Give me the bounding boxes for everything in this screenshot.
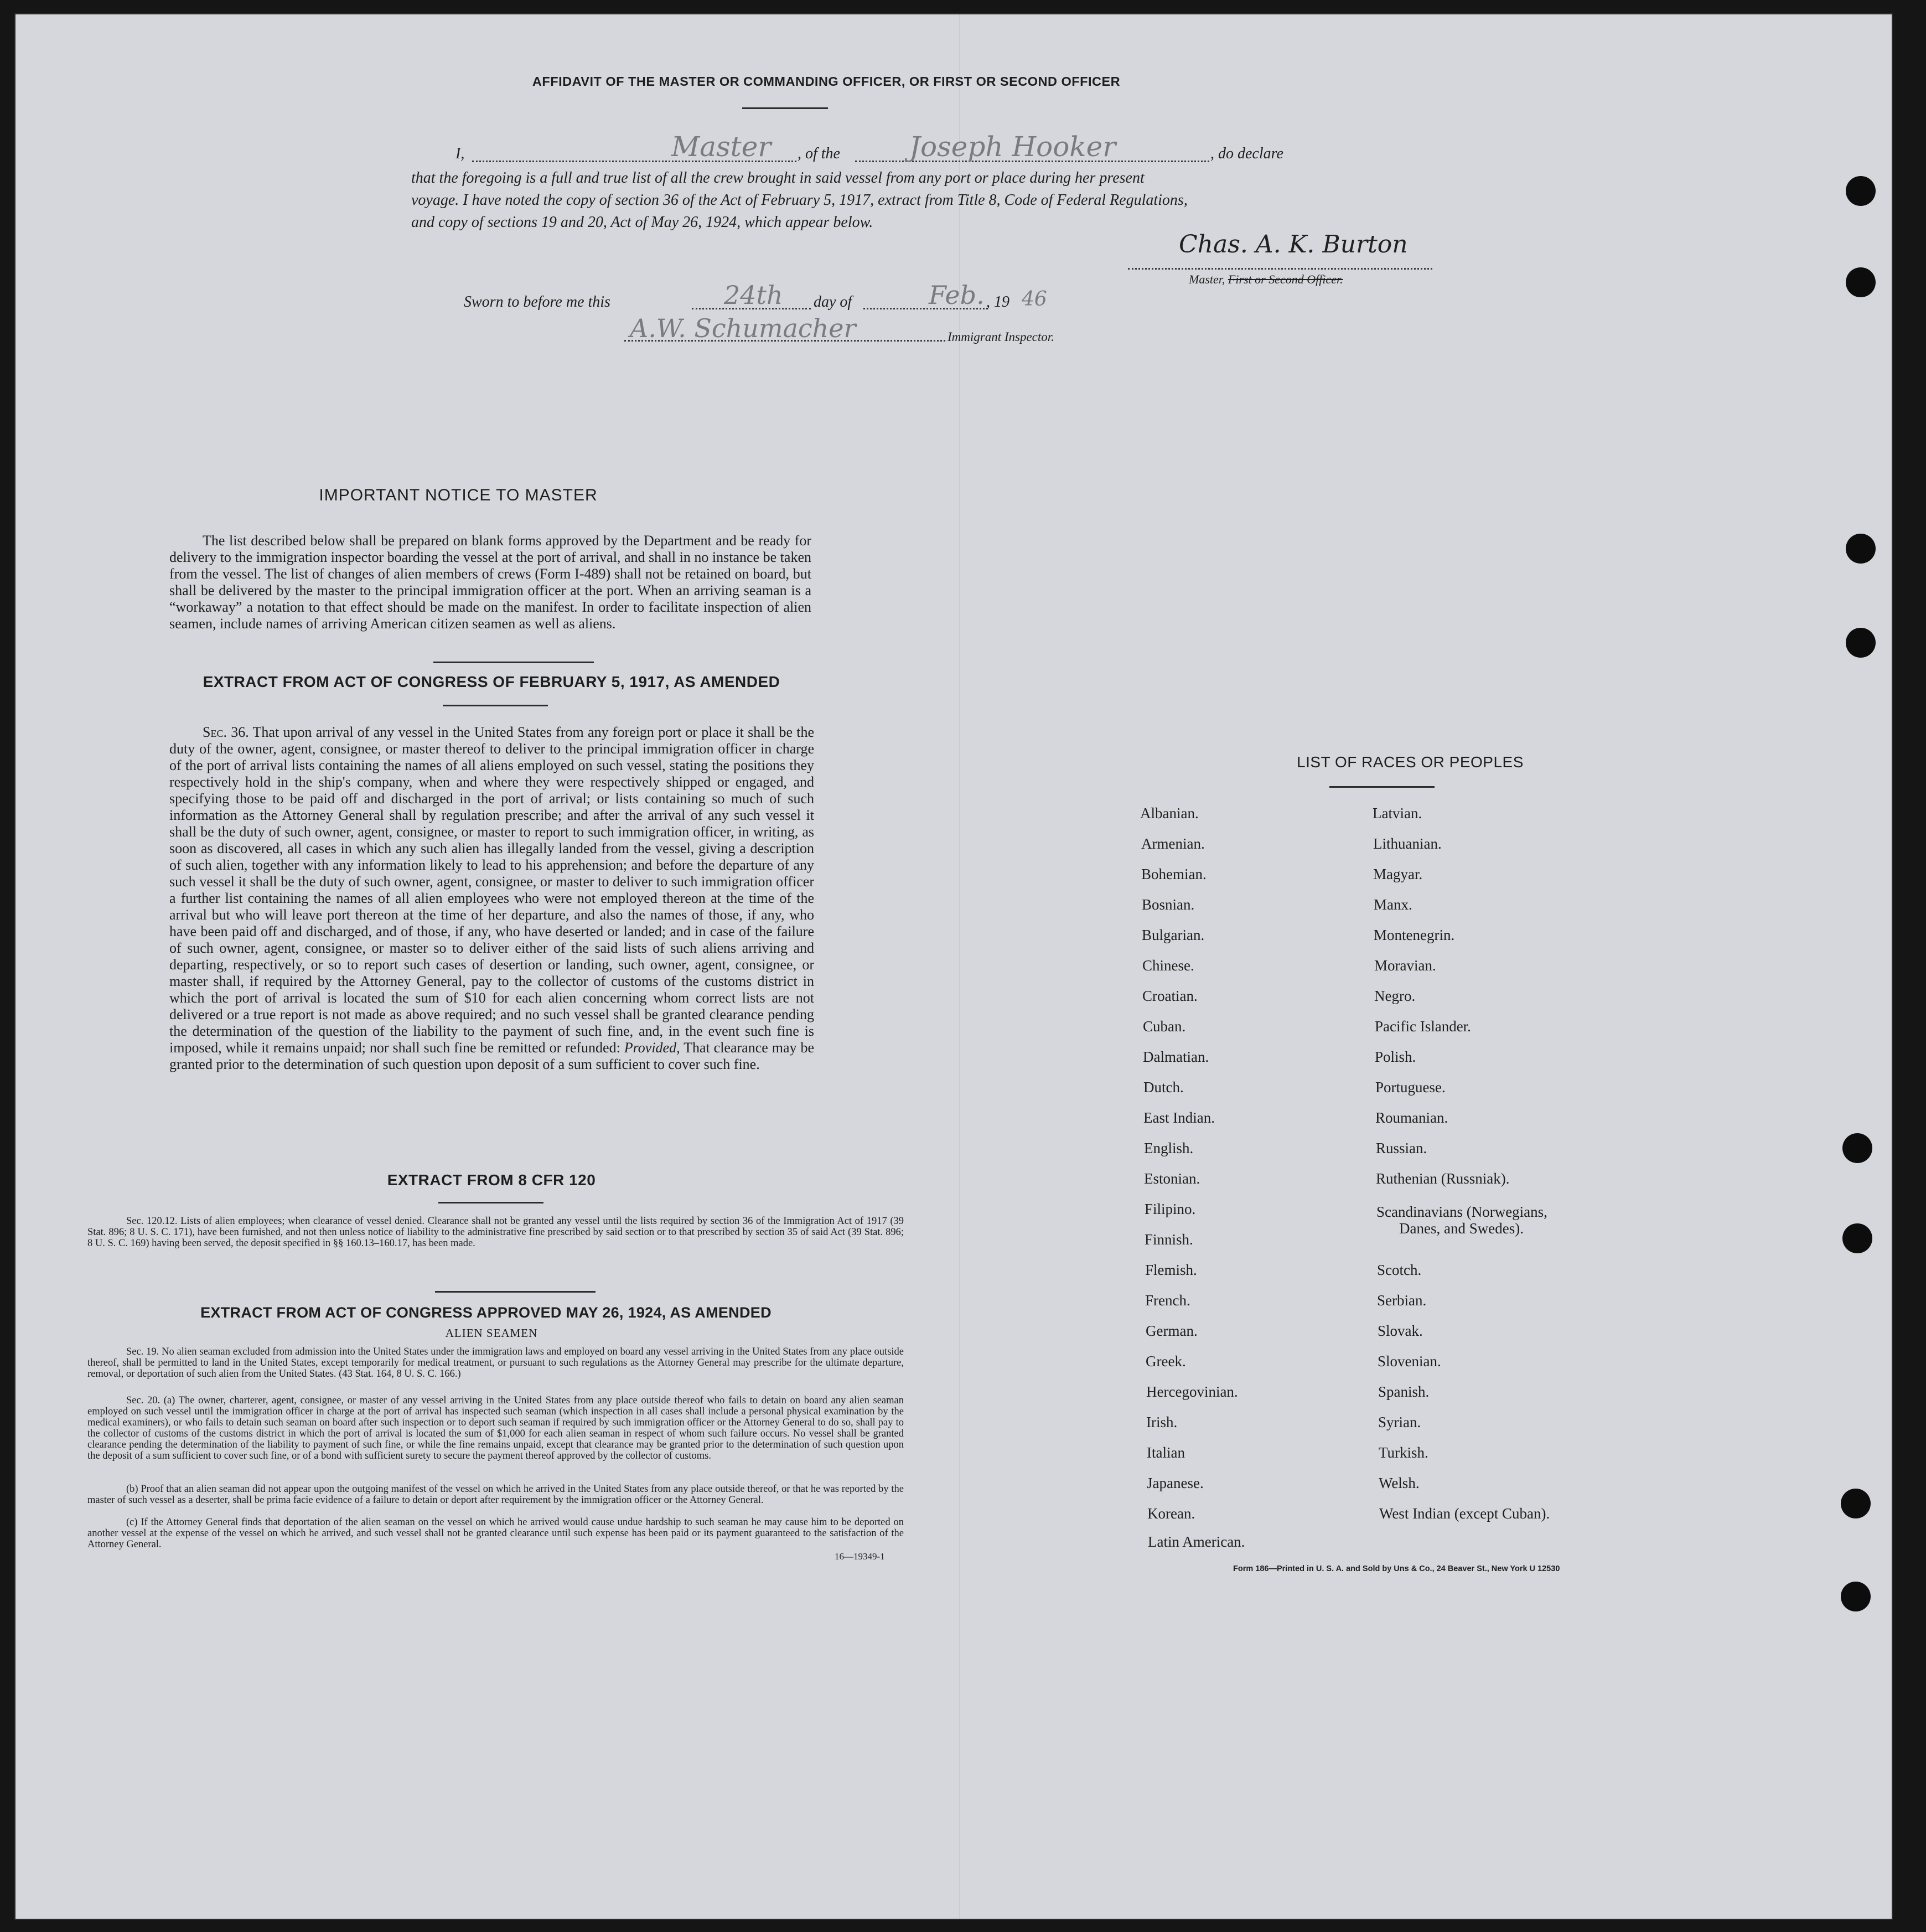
sworn-prefix: Sworn to before me this bbox=[464, 293, 610, 311]
extract-1924-subtitle: ALIEN SEAMEN bbox=[445, 1326, 538, 1340]
sec36-text-end: That clearance may be granted prior to the determination of such question upon deposit of a sum sufficient to cover such fine. bbox=[169, 1040, 814, 1072]
vessel-prefix: , of the bbox=[798, 145, 840, 162]
race-item: Armenian. bbox=[1141, 835, 1205, 852]
extract-1917-title: EXTRACT FROM ACT OF CONGRESS OF FEBRUARY 5, 1917, AS AMENDED bbox=[203, 673, 780, 690]
declaration-line: voyage. I have noted the copy of section 36 of the Act of February 5, 1917, extract from Title 8, Code of Federal Regulations, bbox=[411, 192, 1188, 209]
race-item: Flemish. bbox=[1145, 1262, 1197, 1278]
affidavit-declaration bbox=[411, 131, 1474, 234]
binder-hole bbox=[1846, 628, 1876, 658]
caption-master: Master, bbox=[1189, 272, 1225, 286]
race-item: Magyar. bbox=[1373, 866, 1423, 882]
race-item: Slovenian. bbox=[1378, 1353, 1441, 1370]
race-item: Slovak. bbox=[1378, 1323, 1423, 1339]
sworn-year: 46 bbox=[1022, 288, 1047, 311]
race-item: Bulgarian. bbox=[1142, 927, 1205, 943]
race-item: Scandinavians (Norwegians, bbox=[1376, 1203, 1547, 1220]
race-item: Bosnian. bbox=[1142, 896, 1195, 913]
extract-1917-body bbox=[169, 724, 814, 1073]
race-item: Lithuanian. bbox=[1373, 835, 1442, 852]
section-rule bbox=[433, 662, 594, 663]
declarant-name: Master bbox=[671, 131, 772, 163]
race-item: Korean. bbox=[1147, 1505, 1195, 1522]
extract-1924-title: EXTRACT FROM ACT OF CONGRESS APPROVED MAY 26, 1924, AS AMENDED bbox=[200, 1304, 772, 1321]
notice-body: The list described below shall be prepared on blank forms approved by the Department and be ready for delivery to the immigration inspector boarding the vessel at the port of arrival, and shall in no instance be taken from the vessel. The list of changes of alien members of crews (Form I-489) shall not be retained on board, but shall be delivered by the master to the principal immigration officer at the port. When an arriving seaman is a “workaway” a notation to that effect should be made on the manifest. In order to facilitate inspection of alien seamen, include names of arriving American citizen seamen as well as aliens. bbox=[169, 533, 811, 632]
inspector-caption: Immigrant Inspector. bbox=[948, 330, 1054, 344]
sec36-text: That upon arrival of any vessel in the United States from any foreign port or place it shall be the duty of the owner, agent, consignee, or master thereof to deliver to the principal immigration officer in charge of the port of arrival lists containing the names of all aliens employed on such vessel, stating the positions they respectively hold in the ship's company, when and where they were respectively shipped or engaged, and specifying those to be paid off and discharged in the port of arrival; or lists containing so much of such information as the Attorney General shall by regulation prescribe; and after the arrival of any such vessel it shall be the duty of such owner, agent, consignee, or master to report to such immigration officer, in writing, as soon as discovered, all cases in which any such alien has illegally landed from the vessel, giving a description of such alien, together with any information likely to lead to his apprehension; and before the departure of any such vessel it shall be the duty of such owner, agent, consignee, or master to deliver to such immigration officer a further list containing the names of all alien employees who were not employed thereon at the time of the arrival but who will leave port thereon at the time of her departure, and also the names of those, if any, who have been paid off and discharged, and of those, if any, who have deserted or landed; and in case of the failure of such owner, agent, consignee, or master so to deliver either of the said lists of such aliens arriving and departing, respectively, or so to report such cases of desertion or landing, such owner, agent, consignee, or master shall, if required by the Attorney General, pay to the collector of customs of the customs district in which the port of arrival is located the sum of $10 for each alien concerning whom correct lists are not delivered or a true report is not made as above required; and no such vessel shall be granted clearance pending the determination of the question of the liability to the payment of such fine, and, in the event such fine is imposed, while it remains unpaid; nor shall such fine be remitted or refunded: bbox=[169, 724, 815, 1056]
race-item: Manx. bbox=[1374, 896, 1412, 913]
declaration-suffix: , do declare bbox=[1210, 145, 1283, 162]
race-item: Serbian. bbox=[1377, 1292, 1427, 1309]
race-item: Greek. bbox=[1146, 1353, 1186, 1370]
race-item: Spanish. bbox=[1378, 1383, 1430, 1400]
race-item: Croatian. bbox=[1142, 988, 1198, 1004]
race-item: Scotch. bbox=[1377, 1262, 1422, 1278]
binder-hole bbox=[1846, 267, 1876, 297]
race-item: Chinese. bbox=[1142, 957, 1194, 974]
sworn-day-label: day of bbox=[814, 293, 852, 311]
race-item: Ruthenian (Russniak). bbox=[1376, 1170, 1510, 1187]
binder-hole bbox=[1846, 176, 1876, 206]
signature-caption bbox=[1189, 272, 1343, 287]
race-item: Polish. bbox=[1375, 1048, 1416, 1065]
race-item: Latvian. bbox=[1373, 805, 1422, 822]
inspector-signature: A.W. Schumacher bbox=[630, 313, 856, 343]
vessel-name: Joseph Hooker bbox=[909, 131, 1116, 163]
race-item: Estonian. bbox=[1144, 1170, 1200, 1187]
race-item: Welsh. bbox=[1379, 1475, 1420, 1491]
race-item: Montenegrin. bbox=[1374, 927, 1455, 943]
race-item: Bohemian. bbox=[1141, 866, 1207, 882]
races-rule bbox=[1329, 786, 1435, 788]
notice-title: IMPORTANT NOTICE TO MASTER bbox=[319, 486, 598, 504]
extract-1924-sec20c: (c) If the Attorney General finds that deportation of the alien seaman on the vessel on which he arrived would cause undue hardship to such seaman he may cause him to be deported on another vessel at the expense of the vessel on which he arrived, and such vessel shall not be granted clearance until such expense has been paid or its payment guaranteed to the satisfaction of the Attorney General. bbox=[87, 1517, 904, 1550]
sworn-year-prefix: , 19 bbox=[986, 293, 1009, 311]
race-item: Negro. bbox=[1374, 988, 1416, 1004]
sec36-label: Sec. 36. bbox=[203, 724, 249, 740]
extract-1924-sec20a: Sec. 20. (a) The owner, charterer, agent, consignee, or master of any vessel arriving in the United States from any place outside thereof who fails to detain on board any alien seaman employed on such vessel until the immigration officer in charge at the port of arrival has inspected such seaman (which inspection in all cases shall include a personal physical examination by the medical examiners), or who fails to detain such seaman on board after such inspection or to deport such seaman if required by such immigration officer or the Attorney General to do so, shall pay to the collector of customs of the customs district in which the port of arrival is located the sum of $1,000 for each alien seaman in respect of whom such failure occurs. No vessel shall be granted clearance pending the determination of the liability to payment of such fine, or while the fine remains unpaid, except that clearance may be granted prior to the determination of such question upon the deposit of a sum sufficient to cover such fine, or of a bond with sufficient surety to secure the payment thereof approved by the collector of customs. bbox=[87, 1395, 904, 1461]
affidavit-title: AFFIDAVIT OF THE MASTER OR COMMANDING OFFICER, OR FIRST OR SECOND OFFICER bbox=[532, 74, 1121, 89]
races-title: LIST OF RACES OR PEOPLES bbox=[1297, 753, 1524, 771]
race-item: Dutch. bbox=[1143, 1079, 1184, 1096]
race-item: Turkish. bbox=[1379, 1444, 1428, 1461]
inspector-block bbox=[613, 313, 1111, 358]
race-item: Italian bbox=[1147, 1444, 1185, 1461]
race-item: Roumanian. bbox=[1375, 1109, 1448, 1126]
race-item: English. bbox=[1144, 1140, 1194, 1156]
race-item: East Indian. bbox=[1143, 1109, 1215, 1126]
binder-hole bbox=[1841, 1489, 1871, 1518]
title-rule bbox=[742, 107, 828, 109]
binder-hole bbox=[1842, 1223, 1872, 1253]
race-item: West Indian (except Cuban). bbox=[1379, 1505, 1550, 1522]
section-rule bbox=[443, 705, 548, 706]
document-page bbox=[15, 14, 1892, 1919]
race-item: French. bbox=[1145, 1292, 1190, 1309]
sworn-month: Feb. bbox=[929, 280, 985, 310]
extract-cfr-body: Sec. 120.12. Lists of alien employees; when clearance of vessel denied. Clearance shall not be granted any vessel until the lists required by section 36 of the Immigration Act of 1917 (39 Stat. 896; 8 U. S. C. 171), have been furnished, and not then unless notice of liability to the administrative fine prescribed by said section or to that prescribed by section 35 of said Act (39 Stat. 896; 8 U. S. C. 169) having been served, the deposit specified in §§ 160.13–160.17, has been made. bbox=[87, 1216, 904, 1249]
caption-struck: First or Second Officer. bbox=[1228, 272, 1343, 286]
race-item: Irish. bbox=[1146, 1414, 1178, 1430]
extract-1924-sec20b: (b) Proof that an alien seaman did not appear upon the outgoing manifest of the vessel on which he arrived in the United States from any place outside thereof, or that he was reported by the master of such vessel as a deserter, shall be prima facie evidence of a failure to detain or deport after requirement by the immigration officer or the Attorney General. bbox=[87, 1484, 904, 1506]
sworn-day: 24th bbox=[724, 280, 783, 310]
race-item: Finnish. bbox=[1145, 1231, 1193, 1248]
race-item: Moravian. bbox=[1374, 957, 1436, 974]
declaration-line: and copy of sections 19 and 20, Act of May 26, 1924, which appear below. bbox=[411, 214, 873, 231]
race-item: Russian. bbox=[1376, 1140, 1427, 1156]
provided-word: Provided, bbox=[624, 1040, 680, 1056]
form-code: 16—19349-1 bbox=[835, 1551, 885, 1562]
binder-hole bbox=[1842, 1133, 1872, 1163]
race-item: Cuban. bbox=[1143, 1018, 1186, 1035]
race-item: Syrian. bbox=[1378, 1414, 1421, 1430]
declarant-prefix: I, bbox=[455, 145, 465, 162]
race-item: Dalmatian. bbox=[1143, 1048, 1209, 1065]
extract-1924-sec19: Sec. 19. No alien seaman excluded from admission into the United States under the immigration laws and employed on board any vessel arriving in the United States from any place outside thereof, shall be permitted to land in the United States, except temporarily for medical treatment, or pursuant to such regulations as the Attorney General may prescribe for the ultimate departure, removal, or deportation of such alien from the United States. (43 Stat. 164, 8 U. S. C. 166.) bbox=[87, 1346, 904, 1380]
section-rule bbox=[435, 1291, 596, 1293]
declaration-line: that the foregoing is a full and true list of all the crew brought in said vessel from any port or place during her present bbox=[411, 169, 1145, 187]
race-item: German. bbox=[1146, 1323, 1198, 1339]
race-item: Latin American. bbox=[1148, 1533, 1245, 1550]
extract-cfr-title: EXTRACT FROM 8 CFR 120 bbox=[387, 1171, 596, 1189]
race-item: Pacific Islander. bbox=[1375, 1018, 1471, 1035]
race-item: Albanian. bbox=[1140, 805, 1199, 822]
race-item: Danes, and Swedes). bbox=[1399, 1220, 1524, 1237]
printer-line: Form 186—Printed in U. S. A. and Sold by Uns & Co., 24 Beaver St., New York U 12530 bbox=[1233, 1564, 1560, 1573]
race-item: Filipino. bbox=[1145, 1201, 1196, 1217]
race-item: Hercegovinian. bbox=[1146, 1383, 1238, 1400]
binder-hole bbox=[1841, 1582, 1871, 1611]
master-signature: Chas. A. K. Burton bbox=[1179, 230, 1408, 259]
race-item: Portuguese. bbox=[1375, 1079, 1446, 1096]
binder-hole bbox=[1846, 534, 1876, 564]
section-rule bbox=[438, 1202, 543, 1203]
race-item: Japanese. bbox=[1147, 1475, 1204, 1491]
